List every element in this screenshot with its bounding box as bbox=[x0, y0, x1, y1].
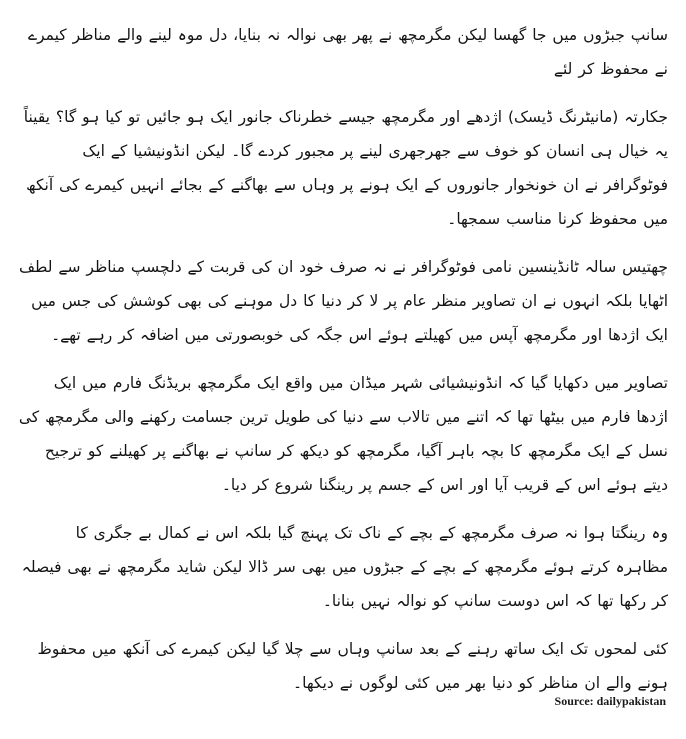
source-credit: Source: dailypakistan bbox=[554, 694, 666, 708]
article-paragraph-5: کئی لمحوں تک ایک ساتھ رہنے کے بعد سانپ وہاں سے چلا گیا لیکن کیمرے کی آنکھ میں محفوظ ہونے والے ان مناظر کو دنیا بھر میں کئی لوگوں نے دیکھا۔ bbox=[37, 640, 668, 692]
article-paragraph-2: چھتیس سالہ ٹانڈینسین نامی فوٹوگرافر نے نہ صرف خود ان کی قربت کے دلچسپ مناظر سے لطف اٹھایا بلکہ انہوں نے ان تصاویر منظر عام پر لا کر دنیا کا دل موہنے کی بھی کوشش کی جس میں ایک اژدھا اور مگرمچھ آپس میں کھیلتے ہوئے اس جگہ کی خوبصورتی میں اضافہ کر رہے تھے۔ bbox=[19, 258, 668, 344]
article-paragraph-3: تصاویر میں دکھایا گیا کہ انڈونیشیائی شہر میڈان میں واقع ایک مگرمچھ بریڈنگ فارم میں ایک اژدھا فارم میں بیٹھا تھا کہ اتنے میں تالاب سے دنیا کی طویل ترین جسامت رکھنے والی مگرمچھ کی نسل کے ایک مگرمچھ کا بچہ باہر آگیا، مگرمچھ کو دیکھ کر سانپ نے بھاگنے پر کھیلنے کو ترجیح دیتے ہوئے اس کے قریب آیا اور اس کے جسم پر رینگنا شروع کر دیا۔ bbox=[18, 374, 668, 494]
article-headline-paragraph: سانپ جبڑوں میں جا گھسا لیکن مگرمچھ نے پھر بھی نوالہ نہ بنایا، دل موہ لینے والے مناظر کیمرے نے محفوظ کر لئے bbox=[28, 26, 668, 78]
article-paragraph-1: جکارتہ (مانیٹرنگ ڈیسک) اژدھے اور مگرمچھ جیسے خطرناک جانور ایک ہو جائیں تو کیا ہو گا؟ یقیناً یہ خیال ہی انسان کو خوف سے جھرجھری لینے پر مجبور کردے گا۔ لیکن انڈونیشیا کے ایک فوٹوگرافر نے ان خونخوار جانوروں کے ایک ہونے پر وہاں سے بھاگنے کے بجائے انہیں کیمرے کی آنکھ میں محفوظ کرنا مناسب سمجھا۔ bbox=[23, 108, 668, 228]
article-paragraph-4: وہ رینگتا ہوا نہ صرف مگرمچھ کے بچے کے ناک تک پہنچ گیا بلکہ اس نے کمال بے جگری کا مظاہرہ کرتے ہوئے مگرمچھ کے بچے کے جبڑوں میں بھی سر ڈالا لیکن شاید مگرمچھ نے بھی فیصلہ کر رکھا تھا کہ اس دوست سانپ کو نوالہ نہیں بنانا۔ bbox=[21, 524, 668, 610]
